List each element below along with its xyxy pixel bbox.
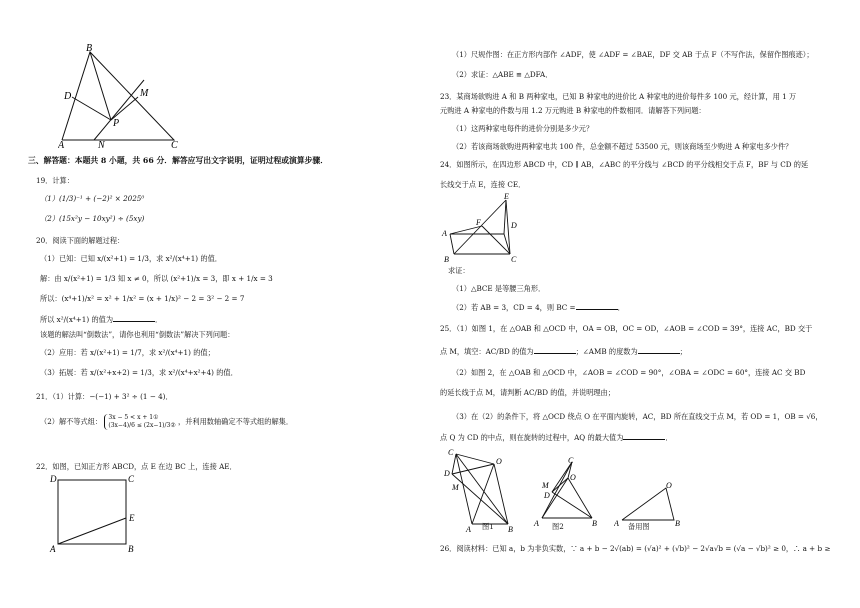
q19-stem: 19．计算： xyxy=(36,176,74,185)
q20-line6: （2）应用：若 x/(x²+1) = 1/7，求 x²/(x⁴+1) 的值； xyxy=(40,348,215,357)
label-N: N xyxy=(98,140,105,148)
caption-spare-figure: 备用图 xyxy=(628,522,650,531)
label-A: A xyxy=(50,544,56,554)
quadrilateral-figure xyxy=(440,192,530,264)
q25-line1: 25．（1）如图 1，在 △OAB 和 △OCD 中，OA = OB，OC = OD，∠AOB = ∠COD = 39°，连接 AC，BD 交于 xyxy=(440,324,813,333)
label-F: F xyxy=(476,218,481,227)
label-C: C xyxy=(568,456,574,465)
q25-line5: （3）在（2）的条件下，将 △OCD 绕点 O 在平面内旋转，AC，BD 所在直线交于点 M，若 OD = 1，OB = √6， xyxy=(452,412,823,421)
caption-figure-2: 图2 xyxy=(552,522,564,531)
label-P: P xyxy=(113,118,120,129)
q23-line3: （1）这两种家电每件的进价分别是多少元？ xyxy=(452,124,594,133)
q24-part2: （2）若 AB = 3，CD = 4，则 BC = ． xyxy=(452,303,625,312)
q21-line2-prefix: （2）解不等式组： xyxy=(40,417,103,426)
label-A: A xyxy=(58,140,65,148)
q20-line1: （1）已知：已知 x/(x²+1) = 1/3，求 x²/(x⁴+1) 的值． xyxy=(40,254,222,263)
q20-stem: 20．阅读下面的解题过程： xyxy=(36,236,125,245)
q25-line4: 的延长线于点 M，请判断 AC/BD 的值，并说明理由； xyxy=(440,388,615,397)
q19-part1: （1）(1/3)⁻¹ + (−2)² × 2025⁰ xyxy=(40,194,145,203)
q24-prove: 求证： xyxy=(448,266,470,275)
label-E: E xyxy=(129,513,135,523)
q24-part1: （1）△BCE 是等腰三角形． xyxy=(452,284,546,293)
label-D: D xyxy=(50,474,57,484)
label-M: M xyxy=(542,481,549,490)
q23-line2: 元购进 A 种家电的件数与用 1.2 万元购进 B 种家电的件数相同．请解答下列问题： xyxy=(440,106,706,115)
q24-line1: 24．如图所示，在四边形 ABCD 中，CD ∥ AB，∠ABC 的平分线与 ∠BCD 的平分线相交于点 F，BF 与 CD 的延 xyxy=(440,160,809,169)
q21-line2-suffix: ，并利用数轴确定不等式组的解集． xyxy=(178,417,294,426)
q25-line6: 点 Q 为 CD 的中点，则在旋转的过程中，AQ 的最大值为 ． xyxy=(440,433,673,442)
q23-line4: （2）若该商场欲购进两种家电共 100 件，总金额不超过 53500 元，则该商场至少购进 A 种家电多少件？ xyxy=(452,142,793,151)
q20-line3: 所以：(x⁴+1)/x² = x² + 1/x² = (x + 1/x)² − 2 = 3² − 2 = 7 xyxy=(40,294,245,303)
q20-line4: 所以 x²/(x⁴+1) 的值为 ． xyxy=(40,315,163,324)
q20-line2: 解：由 x/(x²+1) = 1/3 知 x ≠ 0，所以 (x²+1)/x = 3，即 x + 1/x = 3 xyxy=(40,274,273,283)
q22-line1: 22．如图，已知正方形 ABCD，点 E 在边 BC 上，连接 AE． xyxy=(36,462,237,471)
q26-line1: 26．阅读材料：已知 a，b 为非负实数，∵ a + b − 2√(ab) = (√a)² + (√b)² − 2√a√b = (√a − √b)² ≥ 0，∴ a + b ≥ xyxy=(440,544,831,553)
inequality-2: (3x−4)/6 ≤ (2x−1)/3② xyxy=(108,422,176,429)
q25-line2-text-a: 点 M，填空：AC/BD 的值为 xyxy=(440,347,534,356)
label-D: D xyxy=(444,469,450,478)
label-A: A xyxy=(466,525,471,534)
label-D: D xyxy=(64,91,72,102)
inequality-1: 3x − 5 < x + 1① xyxy=(108,414,159,421)
q21-line1: 21．（1）计算：−(−1) + 3² ÷ (1 − 4)． xyxy=(36,392,173,401)
label-B: B xyxy=(128,544,134,554)
label-A: A xyxy=(614,519,619,528)
q22-part1: （1）尺规作图：在正方形内部作 ∠ADF，使 ∠ADF = ∠BAE，DF 交 AB 于点 F（不写作法，保留作图痕迹）； xyxy=(452,50,814,59)
answer-blank xyxy=(534,346,576,354)
answer-blank xyxy=(113,314,155,322)
answer-blank xyxy=(576,302,618,310)
label-B: B xyxy=(444,255,449,264)
q20-line7: （3）拓展：若 x/(x²+x+2) = 1/3，求 x²/(x⁴+x²+4) 的值． xyxy=(40,368,238,377)
spare-figure xyxy=(614,480,684,528)
q24-line2: 长线交于点 E，连接 CE． xyxy=(440,180,526,189)
caption-figure-1: 图1 xyxy=(482,522,494,531)
label-B: B xyxy=(508,525,513,534)
q19-part2: （2）(15x²y − 10xy²) ÷ (5xy) xyxy=(40,214,145,223)
q25-line6-text: 点 Q 为 CD 的中点，则在旋转的过程中，AQ 的最大值为 xyxy=(440,433,624,442)
q24-part2-text: （2）若 AB = 3，CD = 4，则 BC = xyxy=(452,303,576,312)
label-C: C xyxy=(511,255,517,264)
q20-line4-text: 所以 x²/(x⁴+1) 的值为 xyxy=(40,315,114,324)
triangle-figure xyxy=(58,44,218,148)
label-B: B xyxy=(592,519,597,528)
square-figure xyxy=(48,474,158,554)
answer-blank xyxy=(623,432,665,440)
label-M: M xyxy=(452,483,459,492)
label-A: A xyxy=(534,519,539,528)
label-D: D xyxy=(511,221,517,230)
label-D: D xyxy=(544,491,550,500)
q25-line2-text-b: ；∠AMB 的度数为 xyxy=(575,347,638,356)
section-heading: 三、解答题：本题共 8 小题，共 66 分．解答应写出文字说明，证明过程或演算步骤． xyxy=(28,156,329,165)
label-O: O xyxy=(666,481,672,490)
label-C: C xyxy=(128,474,135,484)
q25-line2: 点 M，填空：AC/BD 的值为 ；∠AMB 的度数为 ； xyxy=(440,347,687,356)
q22-part2: （2）求证：△ABE ≌ △DFA． xyxy=(452,70,553,79)
answer-blank xyxy=(638,346,680,354)
q23-line1: 23．某商场欲购进 A 和 B 两种家电，已知 B 种家电的进价比 A 种家电的进价每件多 100 元，经计算，用 1 万 xyxy=(440,92,797,101)
label-A: A xyxy=(442,229,447,238)
label-O: O xyxy=(570,473,576,482)
label-M: M xyxy=(140,88,149,99)
label-C: C xyxy=(448,448,454,457)
q25-line3: （2）如图 2，在 △OAB 和 △OCD 中，∠AOB = ∠COD = 90°，∠OBA = ∠ODC = 60°，连接 AC 交 BD xyxy=(452,368,806,377)
q20-line5: 该题的解法叫“倒数法”，请你也利用“倒数法”解决下列问题： xyxy=(40,330,235,339)
q21-line2 xyxy=(40,414,293,430)
label-B: B xyxy=(86,44,93,54)
label-B: B xyxy=(675,519,680,528)
label-C: C xyxy=(171,140,178,148)
label-O: O xyxy=(496,457,502,466)
label-E: E xyxy=(504,192,509,201)
inequality-system xyxy=(104,414,175,430)
figure-2 xyxy=(532,456,612,528)
